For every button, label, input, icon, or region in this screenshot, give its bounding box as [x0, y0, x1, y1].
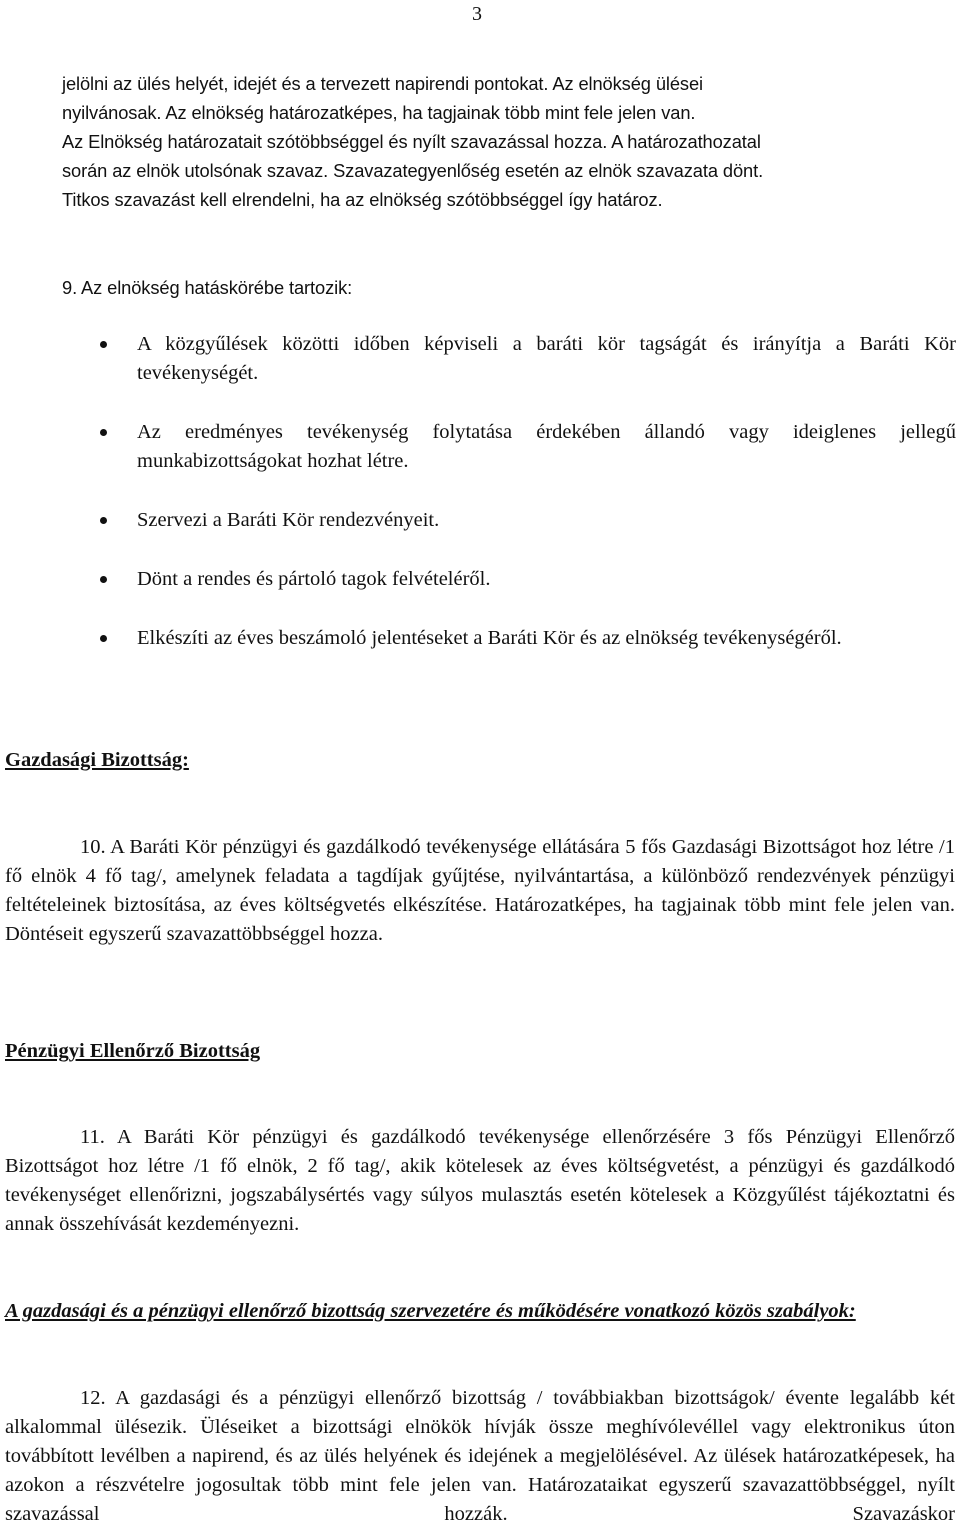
bullet-text: Elkészíti az éves beszámoló jelentéseket a Baráti Kör és az elnökség tevékenységéről.	[137, 627, 842, 649]
section-9-bullet-list	[100, 330, 956, 653]
list-item	[100, 506, 956, 535]
bullet-icon	[100, 576, 107, 583]
bullet-icon	[100, 429, 107, 436]
page-number: 3	[472, 3, 482, 25]
bullet-icon	[100, 341, 107, 348]
bullet-text: Szervezi a Baráti Kör rendezvényeit.	[137, 509, 440, 531]
gazdasagi-heading: Gazdasági Bizottság:	[5, 749, 189, 771]
intro-paragraph	[62, 69, 957, 214]
bullet-text: Dönt a rendes és pártoló tagok felvételéről.	[137, 568, 491, 590]
penzugyi-paragraph: 11. A Baráti Kör pénzügyi és gazdálkodó tevékenysége ellenőrzésére 3 fős Pénzügyi Ellenőrző Bizottságot hoz létre /1 fő elnök, 2 fő tag/, akik kötelesek az éves költségvetést, a pénzügyi és gazdálkodó tevékenységet ellenőrizni, jogszabálysértés vagy súlyos mulasztás esetén kötelesek a Közgyűlést tájékoztatni és annak összehívását kezdeményezni.	[5, 1126, 955, 1235]
list-item	[100, 418, 956, 476]
penzugyi-heading: Pénzügyi Ellenőrző Bizottság	[5, 1040, 261, 1062]
list-item	[100, 565, 956, 594]
gazdasagi-paragraph: 10. A Baráti Kör pénzügyi és gazdálkodó tevékenysége ellátására 5 fős Gazdasági Bizottságot hoz létre /1 fő elnök 4 fő tag/, amelynek feladata a tagdíjak gyűjtése, nyilvántartása, a különböző rendezvények pénzügyi feltételeinek biztosítása, az éves költségvetés elkészítése. Határozatképes, ha tagjainak több mint fele jelen van. Döntéseit egyszerű szavazattöbbséggel hozza.	[5, 836, 955, 945]
bullet-text: A közgyűlések közötti időben képviseli a baráti kör tagságát és irányítja a Baráti Kör tevékenységét.	[137, 333, 956, 384]
kozos-paragraph: 12. A gazdasági és a pénzügyi ellenőrző bizottság / továbbiakban bizottságok/ évente legalább két alkalommal ülésezik. Üléseiket a bizottsági elnökök hívják össze meghívólevéllel vagy elektronikus úton továbbított levélben a napirend, és az ülés helyének és idejének a megjelölésével. Az ülések határozatképesek, ha azokon a részvételre jogosultak több mint fele jelen van. Határozataikat egyszerű szavazattöbbséggel, nyílt szavazással hozzák. Szavazáskor	[5, 1387, 955, 1525]
bullet-text: Az eredményes tevékenység folytatása érdekében állandó vagy ideiglenes jellegű munkabizottságokat hozhat létre.	[137, 421, 956, 472]
intro-line: Titkos szavazást kell elrendelni, ha az elnökség szótöbbséggel így határoz.	[62, 189, 663, 210]
intro-line: Az Elnökség határozatait szótöbbséggel és nyílt szavazással hozza. A határozathozatal	[62, 131, 761, 152]
kozos-heading: A gazdasági és a pénzügyi ellenőrző bizottság szervezetére és működésére vonatkozó közös szabályok:	[5, 1300, 856, 1322]
section-9-title: 9. Az elnökség hatáskörébe tartozik:	[62, 277, 353, 298]
intro-line: során az elnök utolsónak szavaz. Szavazategyenlőség esetén az elnök szavazata dönt.	[62, 160, 764, 181]
bullet-icon	[100, 635, 107, 642]
bullet-icon	[100, 517, 107, 524]
list-item	[100, 330, 956, 388]
intro-line: nyilvánosak. Az elnökség határozatképes, ha tagjainak több mint fele jelen van.	[62, 102, 696, 123]
list-item	[100, 624, 956, 653]
intro-line: jelölni az ülés helyét, idejét és a tervezett napirendi pontokat. Az elnökség ülései	[62, 73, 703, 94]
